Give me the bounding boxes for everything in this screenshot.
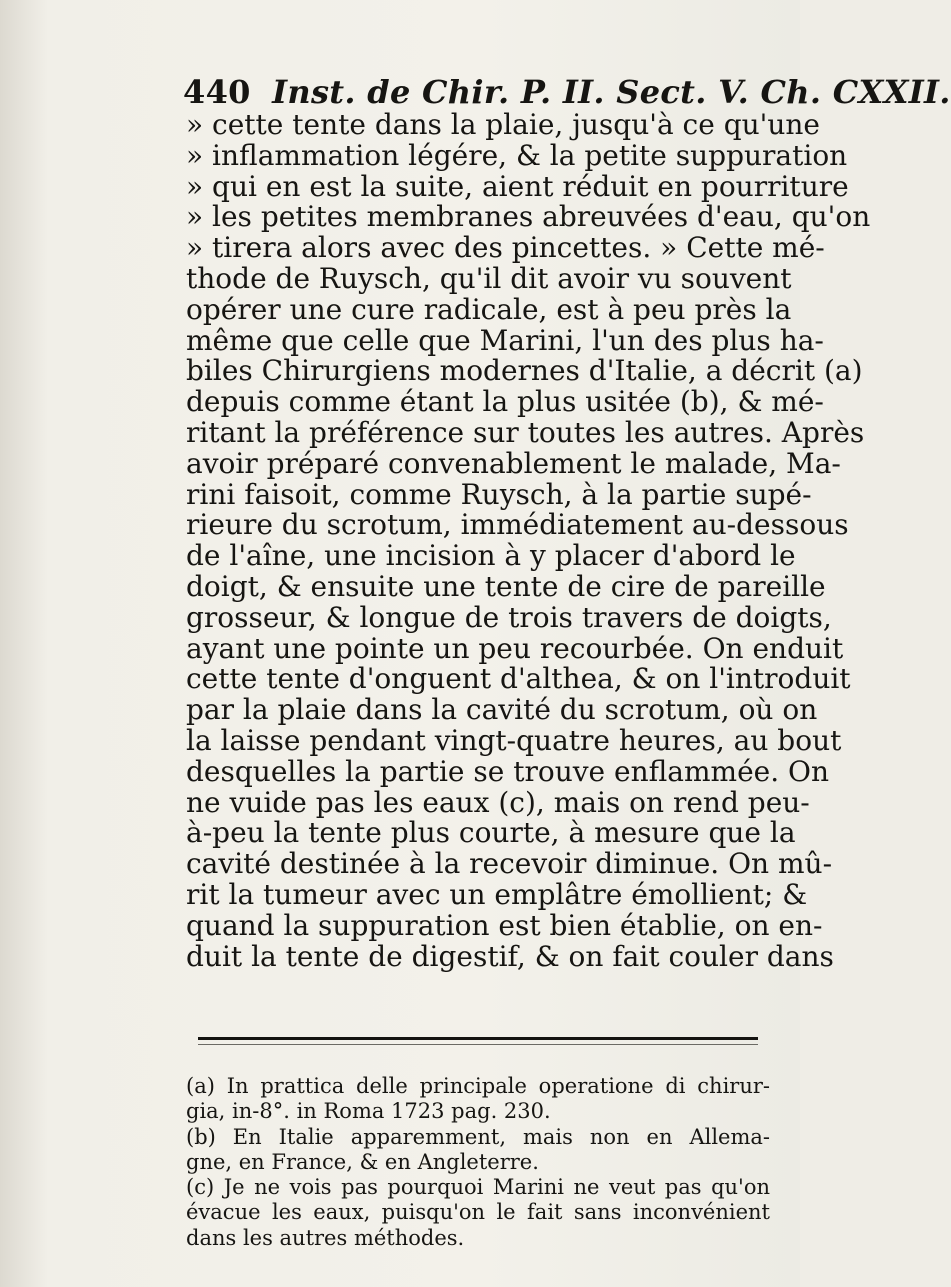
text-line: même que celle que Marini, l'un des plus ha- <box>186 323 824 357</box>
text-line: thode de Ruysch, qu'il dit avoir vu souvent <box>186 261 792 295</box>
text-line: rieure du scrotum, immédiatement au-dessous <box>186 508 849 542</box>
text-line: à-peu la tente plus courte, à mesure que la <box>186 816 796 850</box>
text-line: par la plaie dans la cavité du scrotum, où on <box>186 693 818 727</box>
footnote-line: dans les autres méthodes. <box>186 1225 465 1250</box>
text-line: ayant une pointe un peu recourbée. On enduit <box>186 631 844 665</box>
text-line: doigt, & ensuite une tente de cire de pareille <box>186 569 826 603</box>
text-line: duit la tente de digestif, & on fait couler dans <box>186 939 834 973</box>
text-line: opérer une cure radicale, est à peu près la <box>186 292 792 326</box>
text-line: biles Chirurgiens modernes d'Italie, a décrit (a) <box>186 354 863 388</box>
footnote-line: gne, en France, & en Angleterre. <box>186 1149 539 1174</box>
text-line: ne vuide pas les eaux (c), mais on rend peu- <box>186 785 810 819</box>
page-number: 440 <box>183 73 251 111</box>
text-line: rit la tumeur avec un emplâtre émollient; & <box>186 877 808 911</box>
footnote-line: (c) Je ne vois pas pourquoi Marini ne veut pas qu'on <box>186 1175 770 1200</box>
text-line: quand la suppuration est bien établie, on en- <box>186 908 823 942</box>
running-title: Inst. de Chir. P. II. Sect. V. Ch. CXXII. <box>272 73 951 111</box>
main-text <box>186 108 871 973</box>
text-line: cavité destinée à la recevoir diminue. On mû- <box>186 847 833 881</box>
text-line: » qui en est la suite, aient réduit en pourriture <box>186 169 849 203</box>
text-line: » inflammation légére, & la petite suppuration <box>186 138 848 172</box>
text-line: rini faisoit, comme Ruysch, à la partie supé- <box>186 477 812 511</box>
text-line: de l'aîne, une incision à y placer d'abord le <box>186 539 796 573</box>
text-line: avoir préparé convenablement le malade, Ma- <box>186 446 841 480</box>
footnote-line: évacue les eaux, puisqu'on le fait sans inconvénient <box>186 1200 770 1225</box>
text-line: cette tente d'onguent d'althea, & on l'introduit <box>186 662 851 696</box>
footnote-line: gia, in-8°. in Roma 1723 pag. 230. <box>186 1099 551 1124</box>
text-line: la laisse pendant vingt-quatre heures, au bout <box>186 723 842 757</box>
footnote-line: (a) In prattica delle principale operatione di chirur- <box>186 1074 770 1098</box>
text-line: » cette tente dans la plaie, jusqu'à ce qu'une <box>186 108 820 141</box>
text-line: grosseur, & longue de trois travers de doigts, <box>186 600 832 634</box>
footnotes <box>186 1074 770 1251</box>
text-line: » les petites membranes abreuvées d'eau, qu'on <box>186 200 871 234</box>
footnote-line: (b) En Italie apparemment, mais non en Allema- <box>186 1124 770 1149</box>
page-header <box>183 72 951 112</box>
text-line: depuis comme étant la plus usitée (b), & mé- <box>186 385 824 419</box>
text-line: ritant la préférence sur toutes les autres. Après <box>186 415 865 449</box>
text-line: » tirera alors avec des pincettes. » Cette mé- <box>186 231 825 265</box>
text-line: desquelles la partie se trouve enflammée. On <box>186 754 830 788</box>
footnote-rule-thin <box>198 1044 758 1045</box>
footnote-rule <box>198 1037 758 1040</box>
